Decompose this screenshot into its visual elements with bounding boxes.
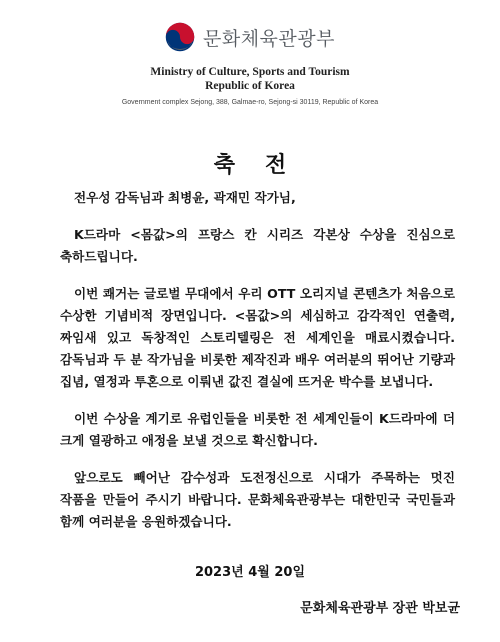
ministry-address: Government complex Sejong, 388, Galmae-ro, Sejong-si 30119, Republic of Korea [121,99,379,106]
taegeuk-emblem-icon [165,22,195,52]
outlook-paragraph: 이번 수상을 계기로 유럽인들을 비롯한 전 세계인들이 K드라마에 더 크게 열광하고 애정을 보낼 것으로 확신합니다. [60,411,455,448]
salutation-paragraph: 전우성 감독님과 최병윤, 곽재민 작가님, [74,190,296,205]
closing-paragraph: 앞으로도 빼어난 감수성과 도전정신으로 시대가 주목하는 멋진 작품을 만들어 주시기 바랍니다. 문화체육관광부는 대한민국 국민들과 함께 여러분을 응원하겠습니다. [60,470,455,529]
letter-body [60,187,455,548]
letter-signature: 문화체육관광부 장관 박보균 [300,601,460,616]
achievement-paragraph: 이번 쾌거는 글로벌 무대에서 우리 OTT 오리지널 콘텐츠가 처음으로 수상한 기념비적 장면입니다. <몸값>의 세심하고 감각적인 연출력, 짜임새 있고 독창적인 스토리텔링은 전 세계인을 매료시켰습니다. 감독님과 두 분 작가님을 비롯한 제작진과 배우 여러분의 뛰어난 기량과 집념, 열정과 투혼으로 이뤄낸 값진 결실에 뜨거운 박수를 보냅니다. [60,286,455,389]
document-title: 축전 [213,153,317,178]
letter-date: 2023년 4월 20일 [194,565,306,580]
letterhead [0,0,500,112]
ministry-name-ko: 문화체육관광부 [203,27,335,50]
ministry-logo [0,22,500,52]
congratulation-paragraph: K드라마 <몸값>의 프랑스 칸 시리즈 각본상 수상을 진심으로 축하드립니다. [60,227,455,264]
ministry-name-en: Ministry of Culture, Sports and Tourism [150,66,350,78]
ministry-country-en: Republic of Korea [205,80,295,92]
